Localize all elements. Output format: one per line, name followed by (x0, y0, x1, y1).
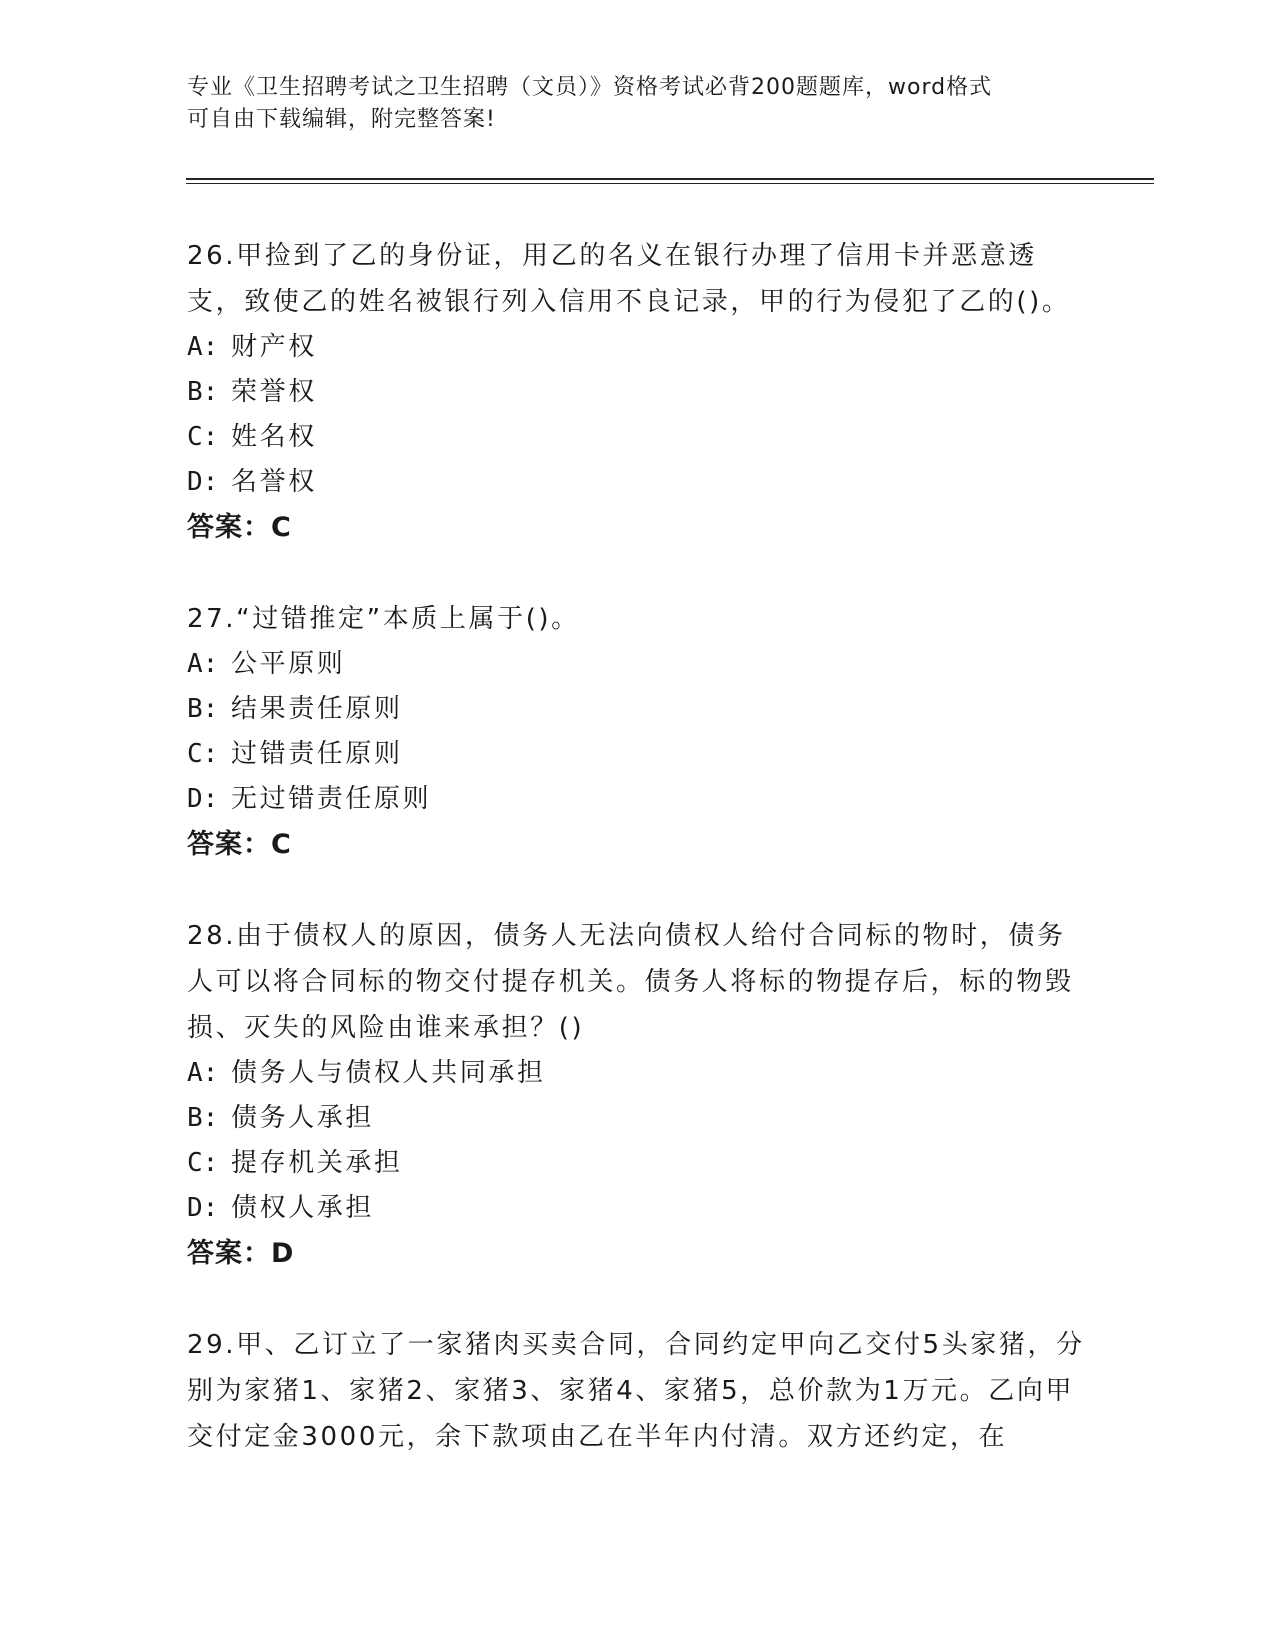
question-text: 26.甲捡到了乙的身份证，用乙的名义在银行办理了信用卡并恶意透支，致使乙的姓名被银行列入信用不良记录，甲的行为侵犯了乙的()。 (187, 241, 1071, 317)
option-key: A: (187, 332, 219, 362)
option-a (187, 642, 1087, 687)
option-text: 公平原则 (231, 649, 346, 679)
option-text: 债务人承担 (231, 1103, 375, 1133)
option-text: 名誉权 (231, 467, 317, 497)
document-header (187, 72, 1067, 136)
option-d (187, 460, 1087, 505)
question-27 (187, 596, 1087, 868)
option-d (187, 777, 1087, 822)
option-key: A: (187, 1058, 219, 1088)
answer-line: 答案：C (187, 512, 292, 543)
header-divider (186, 178, 1154, 184)
answer-line: 答案：D (187, 1238, 295, 1269)
option-text: 姓名权 (231, 422, 317, 452)
option-key: B: (187, 694, 219, 724)
option-text: 结果责任原则 (231, 694, 403, 724)
question-26 (187, 233, 1087, 551)
answer-line: 答案：C (187, 829, 292, 860)
option-text: 荣誉权 (231, 377, 317, 407)
option-key: B: (187, 377, 219, 407)
option-text: 提存机关承担 (231, 1148, 403, 1178)
option-key: D: (187, 784, 219, 814)
option-key: D: (187, 467, 219, 497)
header-title-line2: 可自由下载编辑，附完整答案! (187, 107, 496, 132)
option-text: 财产权 (231, 332, 317, 362)
question-text: 29.甲、乙订立了一家猪肉买卖合同，合同约定甲向乙交付5头家猪，分别为家猪1、家猪2、家猪3、家猪4、家猪5，总价款为1万元。乙向甲交付定金3000元，余下款项由乙在半年内付清。双方还约定，在 (187, 1330, 1085, 1452)
option-text: 债务人与债权人共同承担 (231, 1058, 546, 1088)
option-text: 无过错责任原则 (231, 784, 432, 814)
question-text: 27.“过错推定”本质上属于()。 (187, 604, 580, 634)
option-key: C: (187, 739, 219, 769)
option-b (187, 370, 1087, 415)
option-key: C: (187, 1148, 219, 1178)
option-c (187, 732, 1087, 777)
option-a (187, 1051, 1087, 1096)
option-key: D: (187, 1193, 219, 1223)
question-29 (187, 1322, 1087, 1460)
option-d (187, 1186, 1087, 1231)
option-b (187, 1096, 1087, 1141)
option-text: 债权人承担 (231, 1193, 375, 1223)
option-key: B: (187, 1103, 219, 1133)
option-c (187, 1141, 1087, 1186)
option-key: A: (187, 649, 219, 679)
option-b (187, 687, 1087, 732)
question-28 (187, 913, 1087, 1277)
option-key: C: (187, 422, 219, 452)
option-a (187, 325, 1087, 370)
header-title-line1: 专业《卫生招聘考试之卫生招聘（文员）》资格考试必背200题题库，word格式 (187, 75, 993, 100)
option-c (187, 415, 1087, 460)
option-text: 过错责任原则 (231, 739, 403, 769)
question-text: 28.由于债权人的原因，债务人无法向债权人给付合同标的物时，债务人可以将合同标的物交付提存机关。债务人将标的物提存后，标的物毁损、灭失的风险由谁来承担？() (187, 921, 1074, 1043)
question-list (187, 233, 1087, 1505)
